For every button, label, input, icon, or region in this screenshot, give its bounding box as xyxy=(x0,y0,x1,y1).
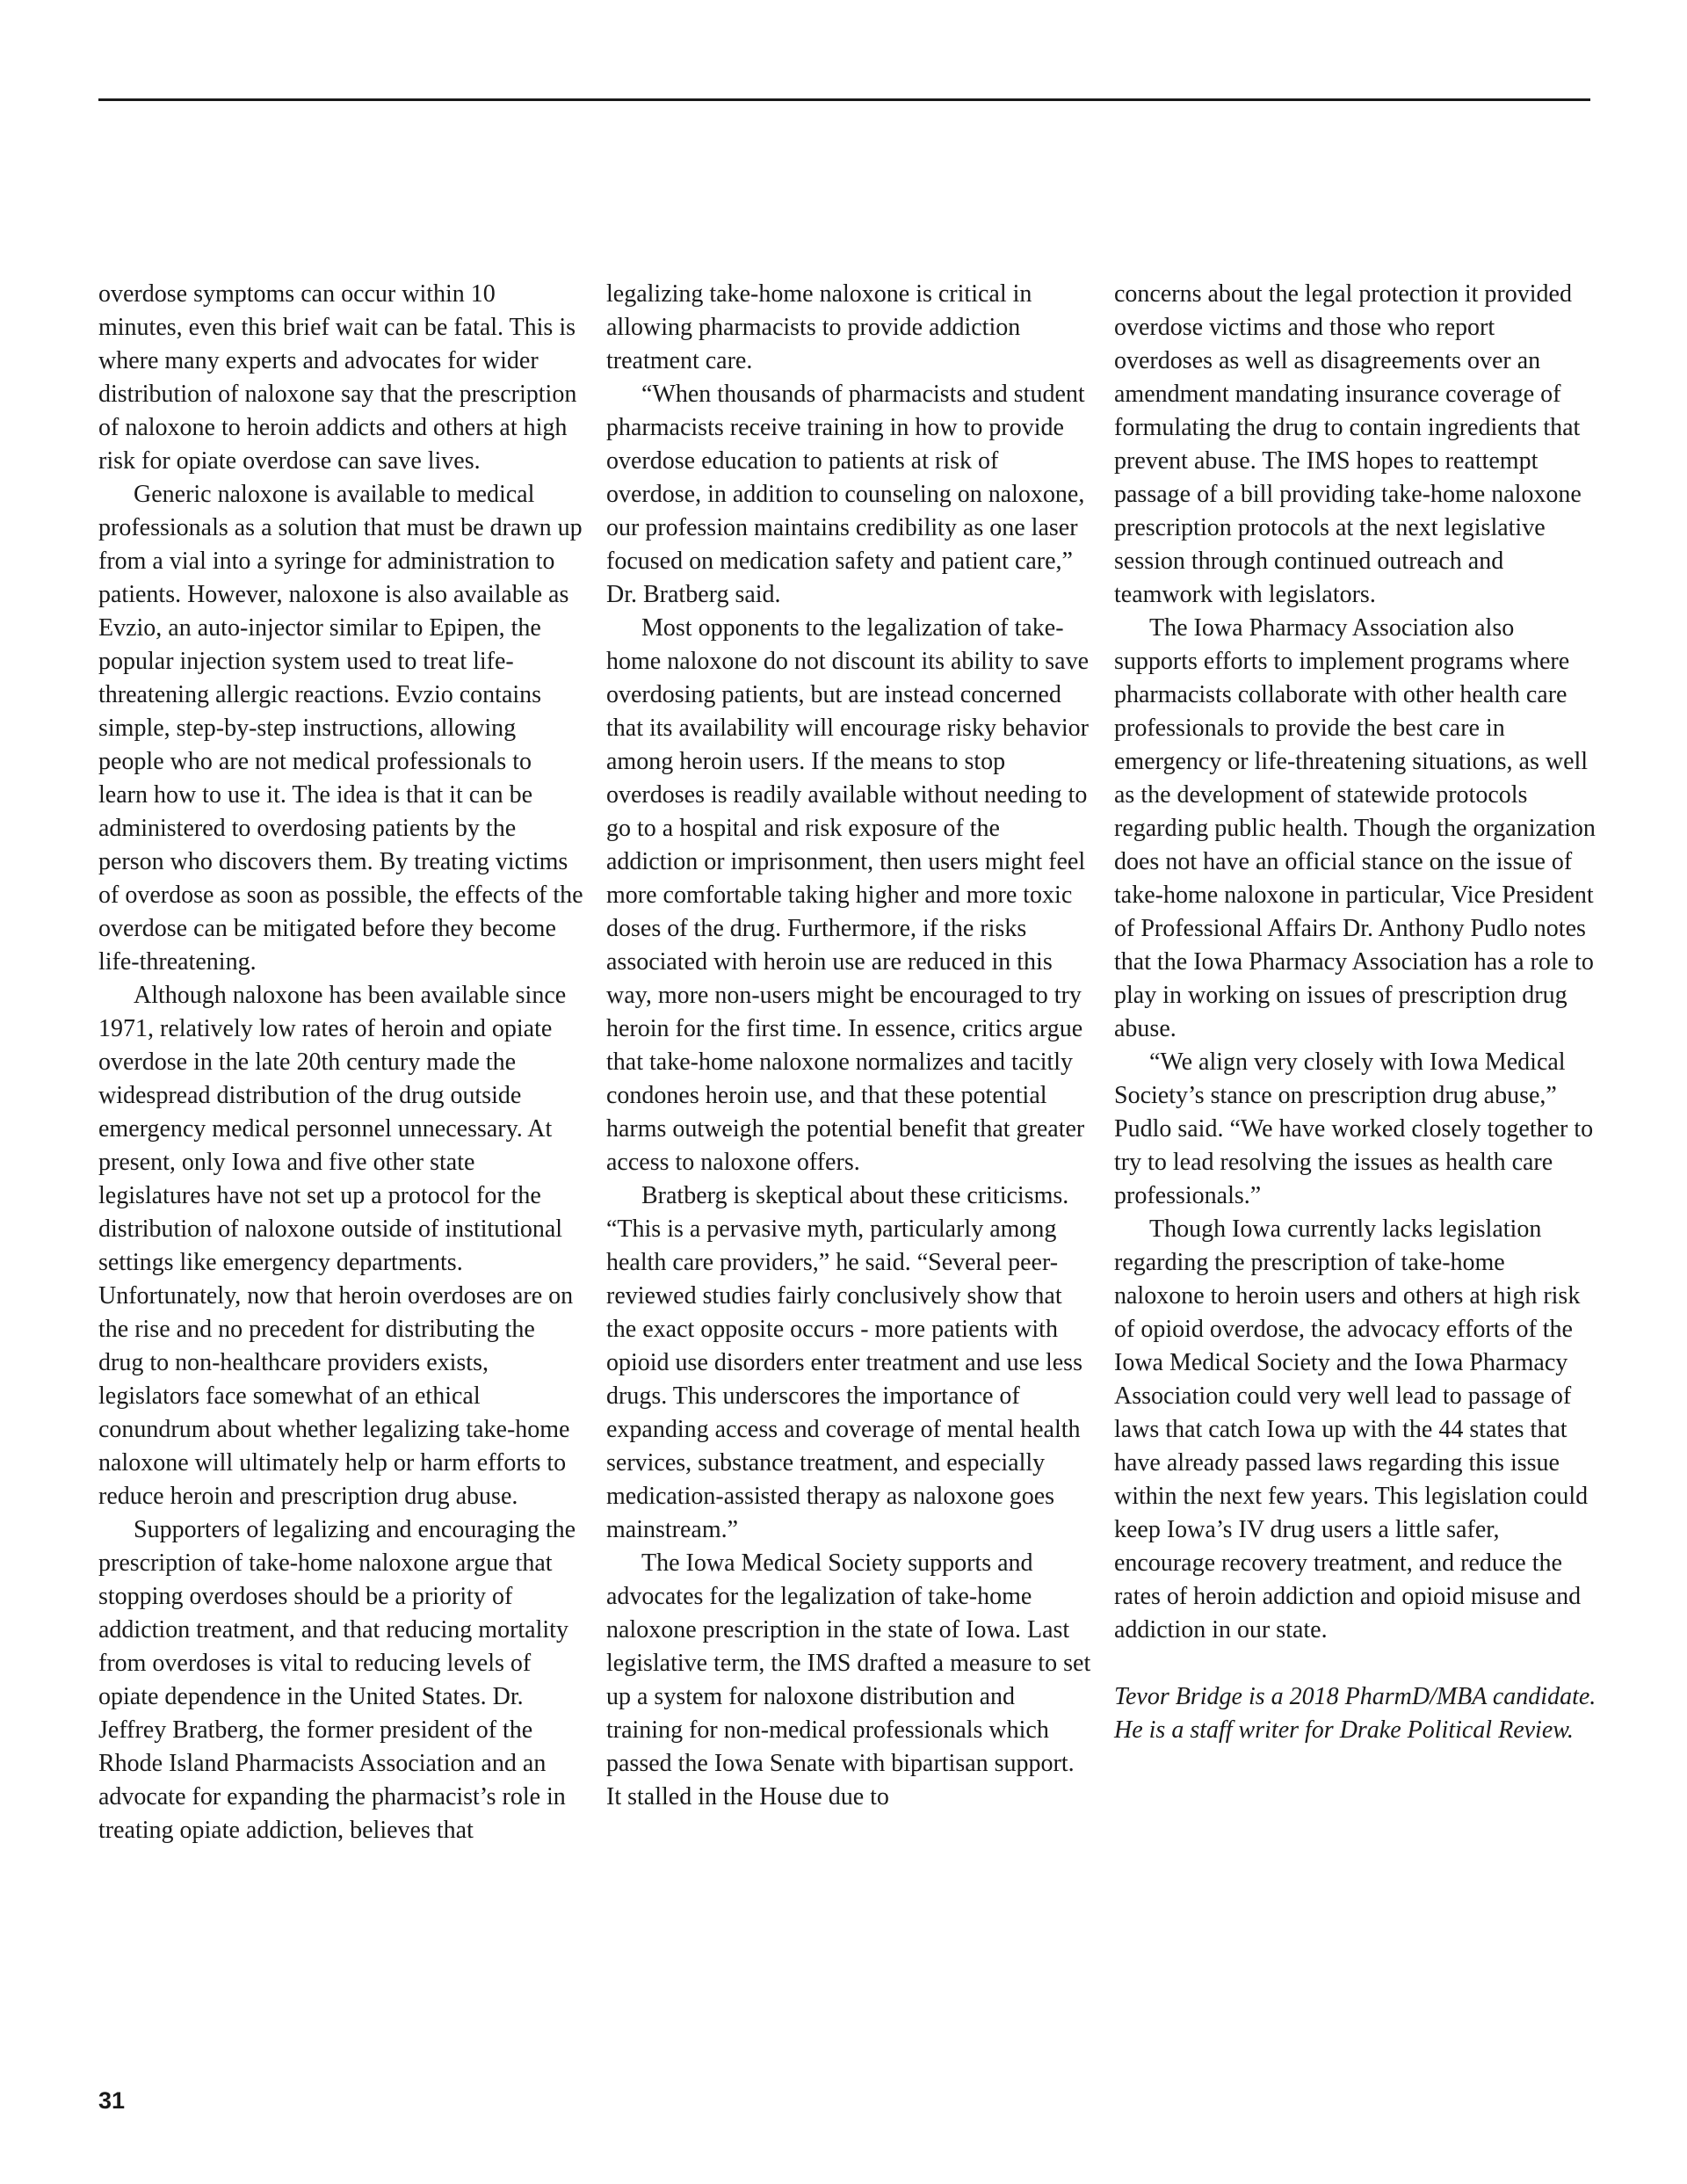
paragraph: “When thousands of pharmacists and student pharmacists receive training in how to provide overdose education to patients at risk of overdose, in addition to counseling on naloxone, our profession maintains credibility as one laser focused on medication safety and patient care,” Dr. Bratberg said. xyxy=(606,381,1085,608)
article-column-1 xyxy=(98,278,583,1847)
author-byline: Tevor Bridge is a 2018 PharmD/MBA candidate. He is a staff writer for Drake Political Review. xyxy=(1114,1683,1596,1744)
paragraph: Though Iowa currently lacks legislation regarding the prescription of take-home naloxone to heroin users and others at high risk of opioid overdose, the advocacy efforts of the Iowa Medical Society and the Iowa Pharmacy Association could very well lead to passage of laws that catch Iowa up with the 44 states that have already passed laws regarding this issue within the next few years. This legislation could keep Iowa’s IV drug users a little safer, encourage recovery treatment, and reduce the rates of heroin addiction and opioid misuse and addiction in our state. xyxy=(1114,1215,1589,1643)
header-rule xyxy=(98,98,1590,101)
article-column-2 xyxy=(606,278,1091,1814)
paragraph: Generic naloxone is available to medical professionals as a solution that must be drawn up from a vial into a syringe for administration to patients. However, naloxone is also available as Evzio, an auto-injector similar to Epipen, the popular injection system used to treat life-threatening allergic reactions. Evzio contains simple, step-by-step instructions, allowing people who are not medical professionals to learn how to use it. The idea is that it can be administered to overdosing patients by the person who discovers them. By treating victims of overdose as soon as possible, the effects of the overdose can be mitigated before they become life-threatening. xyxy=(98,481,583,976)
paragraph: The Iowa Pharmacy Association also supports efforts to implement programs where pharmacists collaborate with other health care professionals to provide the best care in emergency or life-threatening situations, as well as the development of statewide protocols regarding public health. Though the organization does not have an official stance on the issue of take-home naloxone in particular, Vice President of Professional Affairs Dr. Anthony Pudlo notes that the Iowa Pharmacy Association has a role to play in working on issues of prescription drug abuse. xyxy=(1114,614,1596,1042)
paragraph: The Iowa Medical Society supports and advocates for the legalization of take-home naloxone prescription in the state of Iowa. Last legislative term, the IMS drafted a measure to set up a system for naloxone distribution and training for non-medical professionals which passed the Iowa Senate with bipartisan support. It stalled in the House due to xyxy=(606,1549,1091,1810)
page-number: 31 xyxy=(98,2087,126,2114)
paragraph: overdose symptoms can occur within 10 minutes, even this brief wait can be fatal. This is where many experts and advocates for wider distribution of naloxone say that the prescription of naloxone to heroin addicts and others at high risk for opiate overdose can save lives. xyxy=(98,280,577,475)
paragraph: concerns about the legal protection it provided overdose victims and those who report overdoses as well as disagreements over an amendment mandating insurance coverage of formulating the drug to contain ingredients that prevent abuse. The IMS hopes to reattempt passage of a bill providing take-home naloxone prescription protocols at the next legislative session through continued outreach and teamwork with legislators. xyxy=(1114,280,1582,608)
paragraph: Although naloxone has been available since 1971, relatively low rates of heroin and opiate overdose in the late 20th century made the widespread distribution of the drug outside emergency medical personnel unnecessary. At present, only Iowa and five other state legislatures have not set up a protocol for the distribution of naloxone outside of institutional settings like emergency departments. Unfortunately, now that heroin overdoses are on the rise and no precedent for distributing the drug to non-healthcare providers exists, legislators face somewhat of an ethical conundrum about whether legalizing take-home naloxone will ultimately help or harm efforts to reduce heroin and prescription drug abuse. xyxy=(98,982,574,1510)
paragraph: Supporters of legalizing and encouraging the prescription of take-home naloxone argue that stopping overdoses should be a priority of addiction treatment, and that reducing mortality from overdoses is vital to reducing levels of opiate dependence in the United States. Dr. Jeffrey Bratberg, the former president of the Rhode Island Pharmacists Association and an advocate for expanding the pharmacist’s role in treating opiate addiction, believes that xyxy=(98,1516,576,1844)
paragraph: legalizing take-home naloxone is critical in allowing pharmacists to provide addiction treatment care. xyxy=(606,280,1032,374)
paragraph: Bratberg is skeptical about these criticisms. “This is a pervasive myth, particularly among health care providers,” he said. “Several peer-reviewed studies fairly conclusively show that the exact opposite occurs - more patients with opioid use disorders enter treatment and use less drugs. This underscores the importance of expanding access and coverage of mental health services, substance treatment, and especially medication-assisted therapy as naloxone goes mainstream.” xyxy=(606,1182,1082,1543)
paragraph: “We align very closely with Iowa Medical Society’s stance on prescription drug abuse,” Pudlo said. “We have worked closely together to try to lead resolving the issues as health care professionals.” xyxy=(1114,1048,1594,1209)
article-column-3 xyxy=(1114,278,1599,1747)
paragraph: Most opponents to the legalization of take-home naloxone do not discount its ability to save overdosing patients, but are instead concerned that its availability will encourage risky behavior among heroin users. If the means to stop overdoses is readily available without needing to go to a hospital and risk exposure of the addiction or imprisonment, then users might feel more comfortable taking higher and more toxic doses of the drug. Furthermore, if the risks associated with heroin use are reduced in this way, more non-users might be encouraged to try heroin for the first time. In essence, critics argue that take-home naloxone normalizes and tacitly condones heroin use, and that these potential harms outweigh the potential benefit that greater access to naloxone offers. xyxy=(606,614,1090,1176)
